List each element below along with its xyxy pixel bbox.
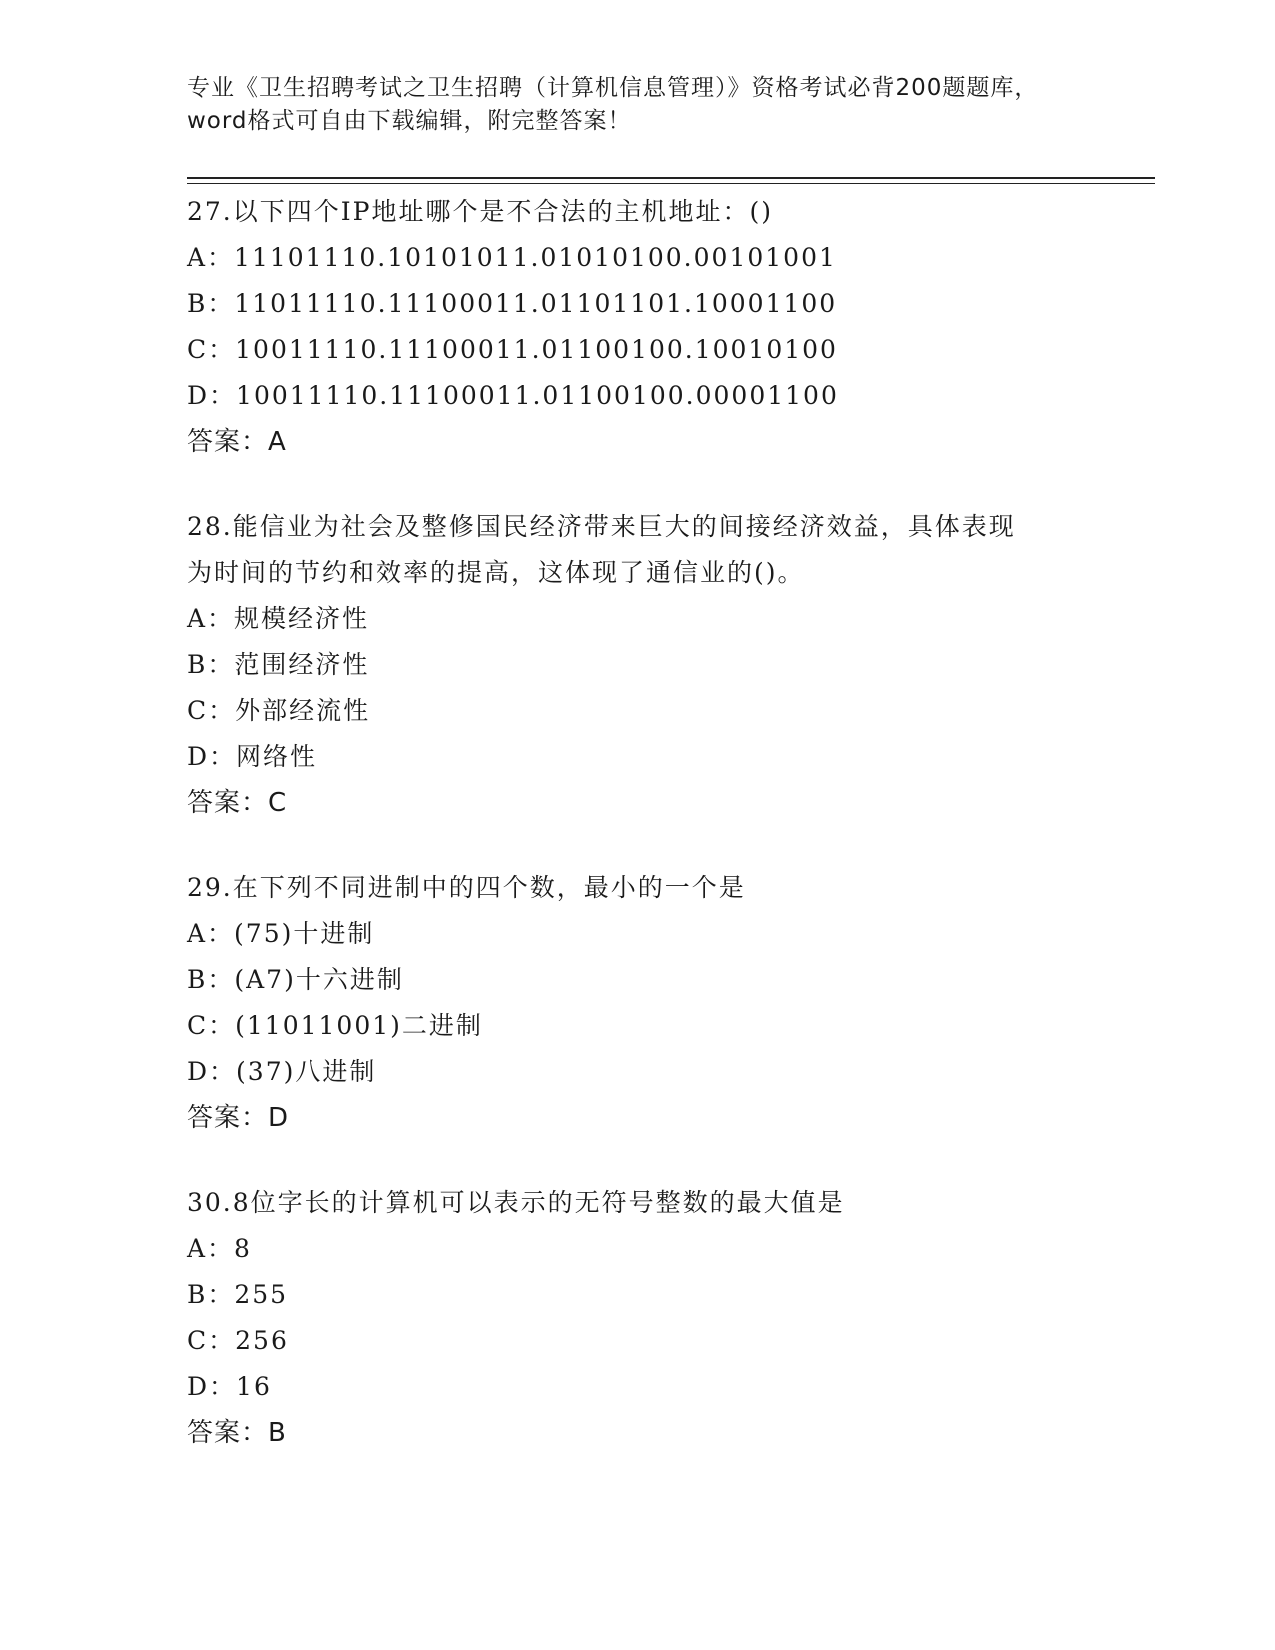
option-a: A：(75)十进制 (187, 919, 375, 948)
option-d: D：10011110.11100011.01100100.00001100 (187, 381, 839, 410)
question-30 (187, 1180, 1147, 1456)
question-29 (187, 865, 1147, 1141)
question-stem: 27.以下四个IP地址哪个是不合法的主机地址：() (187, 197, 773, 226)
option-b: B：范围经济性 (187, 650, 370, 679)
header-divider-thick (187, 177, 1155, 179)
question-stem: 30.8位字长的计算机可以表示的无符号整数的最大值是 (187, 1188, 845, 1217)
question-27 (187, 189, 1147, 465)
option-d: D：网络性 (187, 742, 318, 771)
option-d: D：16 (187, 1372, 272, 1401)
header-line-1: 专业《卫生招聘考试之卫生招聘（计算机信息管理）》资格考试必背200题题库， (187, 75, 1039, 101)
answer: 答案：A (187, 427, 287, 457)
question-28 (187, 504, 1147, 826)
question-stem: 28.能信业为社会及整修国民经济带来巨大的间接经济效益，具体表现 (187, 512, 1016, 541)
header-divider-thin (187, 183, 1155, 184)
question-list (187, 189, 1147, 1495)
document-header (187, 72, 1087, 138)
option-b: B：11011110.11100011.01101101.10001100 (187, 289, 838, 318)
option-c: C：(11011001)二进制 (187, 1011, 483, 1040)
option-a: A：8 (187, 1234, 252, 1263)
option-a: A：11101110.10101011.01010100.00101001 (187, 243, 837, 272)
answer: 答案：C (187, 788, 288, 818)
option-c: C：外部经流性 (187, 696, 371, 725)
option-b: B：(A7)十六进制 (187, 965, 404, 994)
header-line-2: word格式可自由下载编辑，附完整答案！ (187, 108, 632, 134)
option-d: D：(37)八进制 (187, 1057, 377, 1086)
option-c: C：256 (187, 1326, 289, 1355)
answer: 答案：D (187, 1103, 290, 1133)
question-stem: 29.在下列不同进制中的四个数，最小的一个是 (187, 873, 746, 902)
option-a: A：规模经济性 (187, 604, 370, 633)
question-stem-continued: 为时间的节约和效率的提高，这体现了通信业的()。 (187, 558, 805, 587)
option-b: B：255 (187, 1280, 289, 1309)
answer: 答案：B (187, 1418, 287, 1448)
option-c: C：10011110.11100011.01100100.10010100 (187, 335, 838, 364)
